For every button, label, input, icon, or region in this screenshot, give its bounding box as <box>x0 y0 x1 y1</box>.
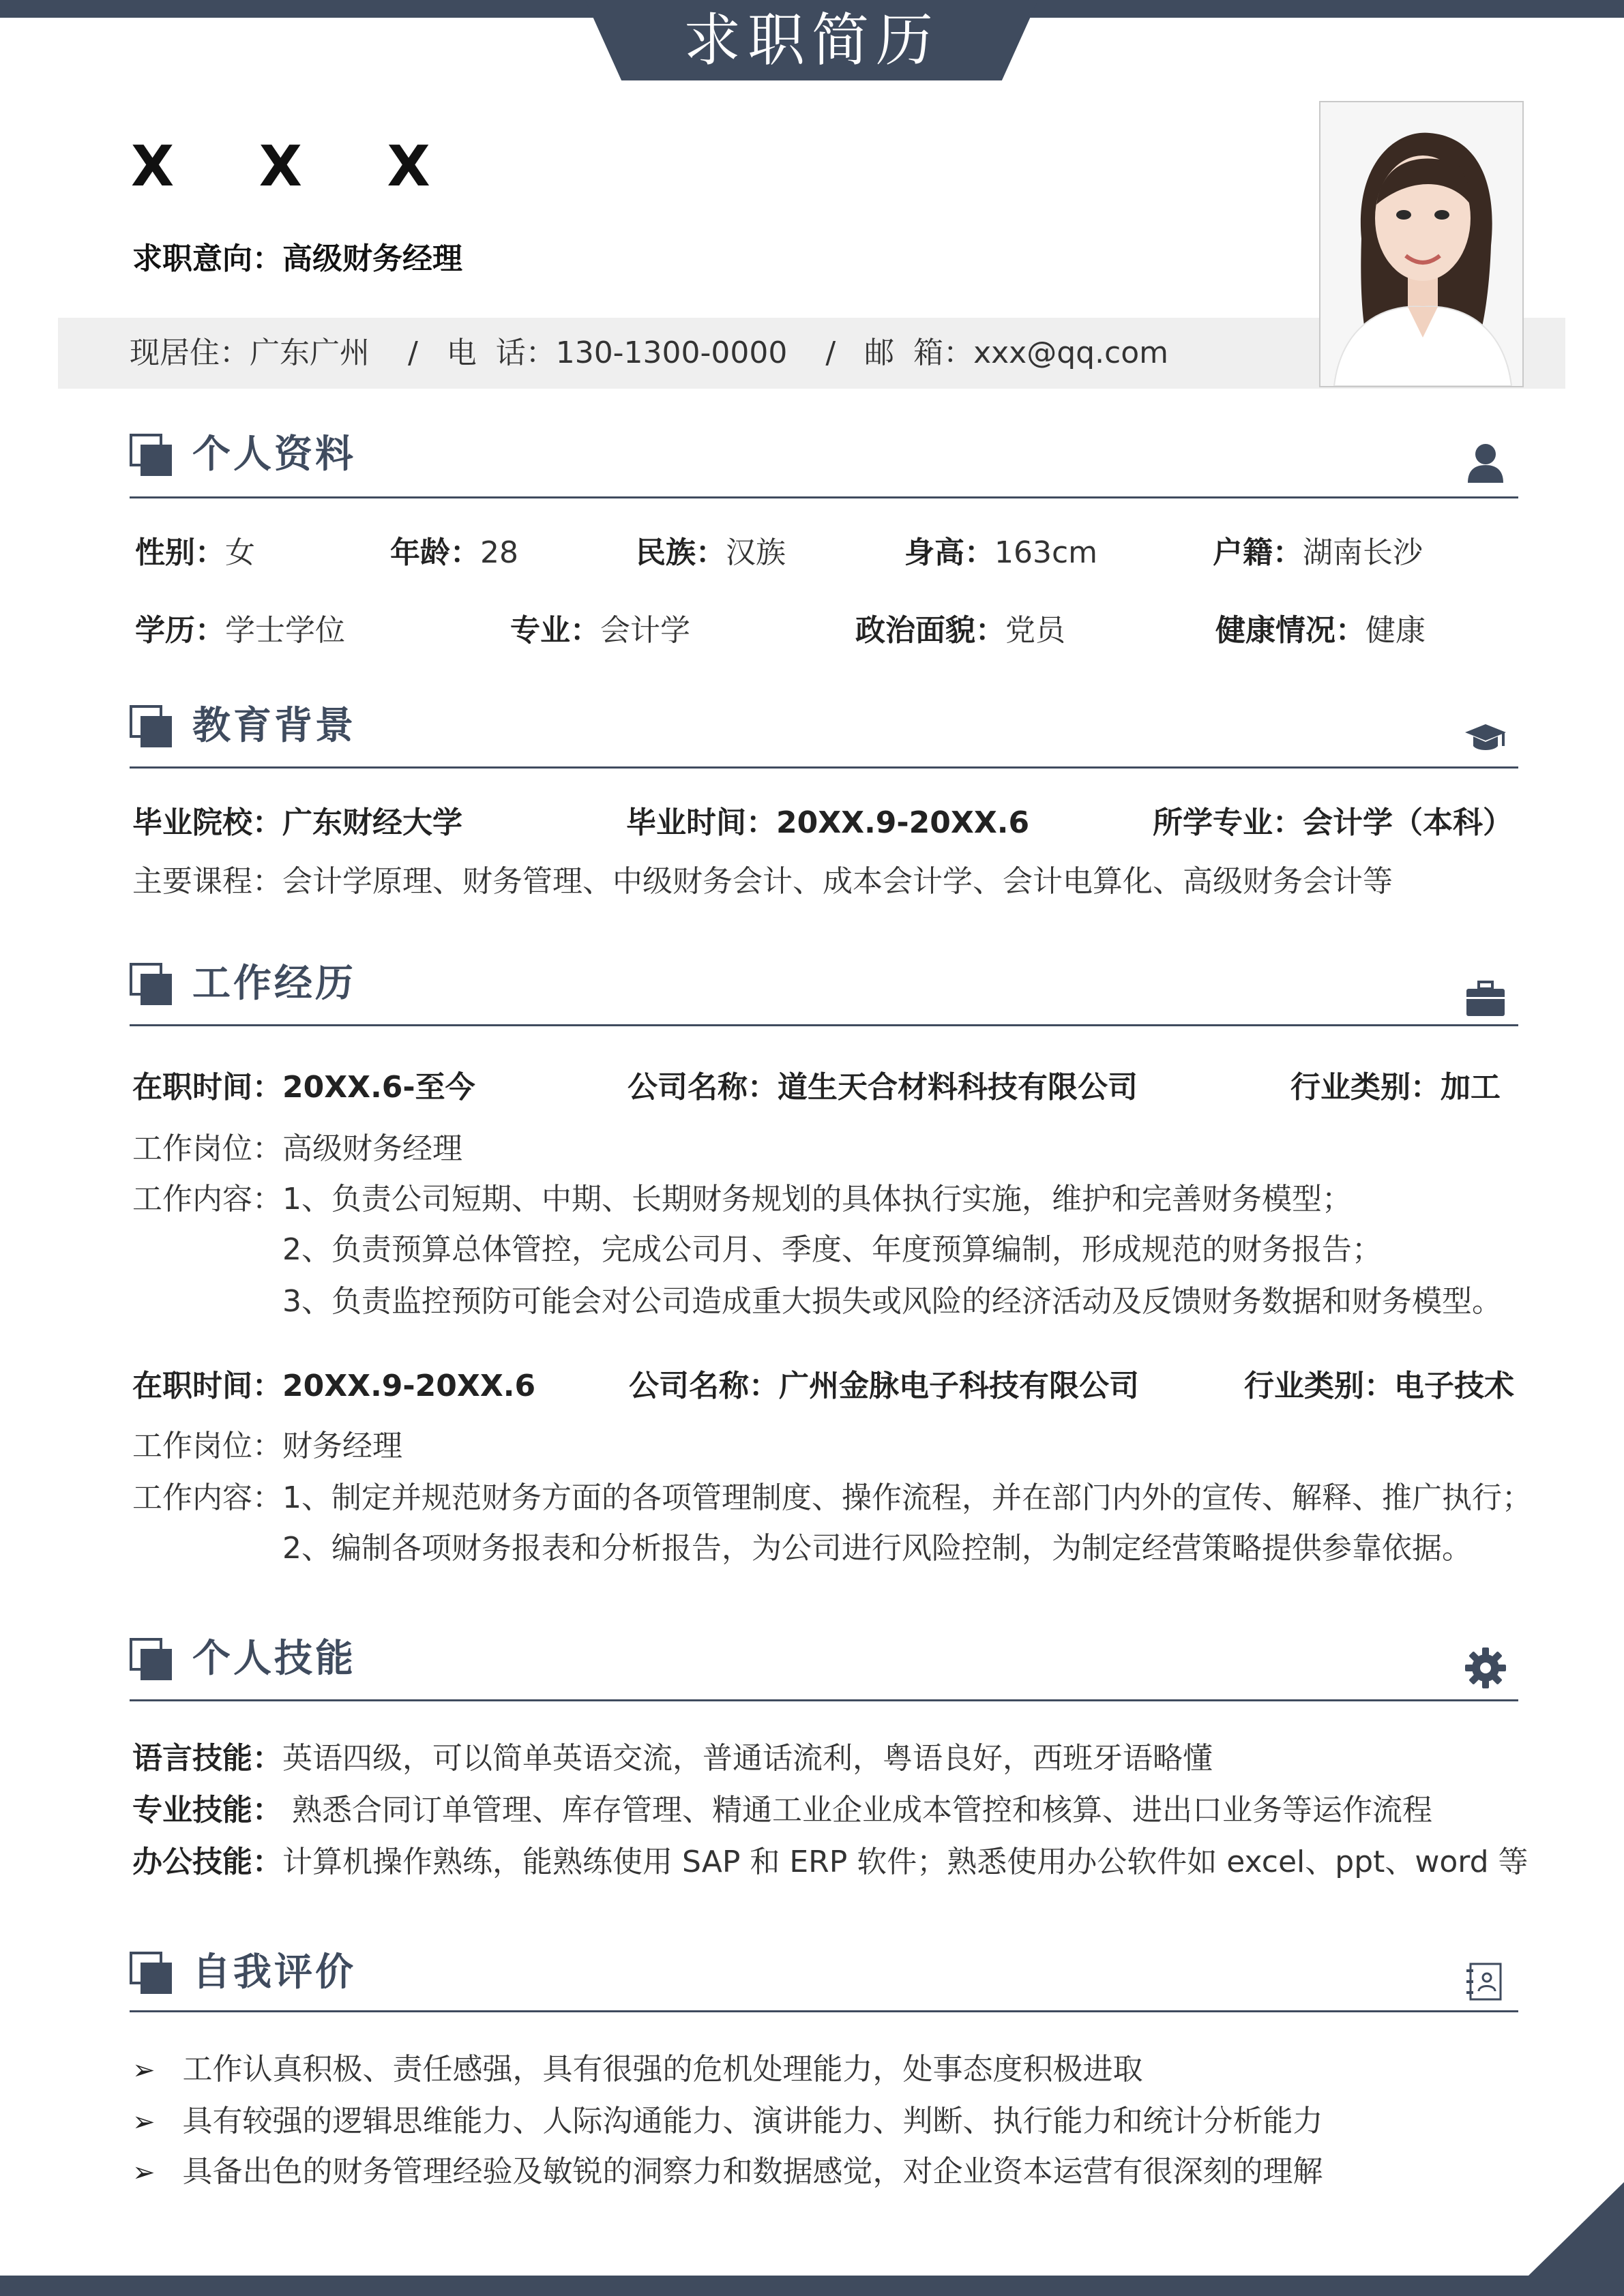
section-title: 个人资料 <box>192 432 356 477</box>
job-intent <box>132 237 462 281</box>
section-title: 工作经历 <box>192 961 356 1006</box>
job-duty: 2、负责预算总体管控，完成公司月、季度、年度预算编制，形成规范的财务报告； <box>282 1232 1382 1267</box>
job-intent-value: 高级财务经理 <box>282 241 462 276</box>
skill-label: 办公技能： <box>132 1845 282 1879</box>
info-political-status <box>855 610 1065 652</box>
skill-value: 英语四级，可以简单英语交流，普通话流利，粤语良好，西班牙语略懂 <box>282 1741 1213 1776</box>
section-square-icon <box>130 1952 177 1999</box>
skill-professional <box>132 1789 1432 1832</box>
info-label: 性别： <box>135 535 225 570</box>
arrow-bullet-icon: ➢ <box>132 2157 156 2188</box>
info-major <box>510 610 690 652</box>
document-title: 求职简历 <box>683 7 940 74</box>
section-square-icon <box>130 1638 177 1686</box>
user-icon <box>1464 441 1507 484</box>
section-divider <box>130 1699 1518 1701</box>
job-period: 在职时间：20XX.6-至今 <box>132 1070 475 1105</box>
info-value: 女 <box>225 535 255 570</box>
info-label: 身高： <box>904 535 994 570</box>
briefcase-icon <box>1464 976 1507 1020</box>
section-square-icon <box>130 963 177 1011</box>
edu-major: 所学专业：会计学（本科） <box>1153 805 1513 840</box>
info-label: 民族： <box>636 535 726 570</box>
info-hometown <box>1213 532 1423 574</box>
section-title: 个人技能 <box>192 1637 356 1681</box>
info-height <box>904 532 1097 574</box>
job-company: 公司名称：道生天合材料科技有限公司 <box>628 1070 1138 1105</box>
section-divider <box>130 766 1518 769</box>
bottom-bar <box>0 2276 1624 2296</box>
job-content-label: 工作内容： <box>132 1182 282 1217</box>
info-value: 党员 <box>1005 613 1065 648</box>
info-age <box>390 532 518 574</box>
section-title: 自我评价 <box>192 1950 356 1995</box>
job-duty: 2、编制各项财务报表和分析报告，为公司进行风险控制，为制定经营策略提供参靠依据。 <box>282 1531 1472 1566</box>
section-divider <box>130 2010 1518 2012</box>
arrow-bullet-icon: ➢ <box>132 2055 156 2086</box>
info-value: 健康 <box>1365 613 1426 648</box>
info-label: 政治面貌： <box>855 613 1005 648</box>
section-square-icon <box>130 705 177 753</box>
bottom-corner-decoration <box>1529 2182 1624 2276</box>
info-label: 户籍： <box>1213 535 1303 570</box>
info-label: 健康情况： <box>1215 613 1365 648</box>
skill-label: 专业技能： <box>132 1793 282 1828</box>
job-period: 在职时间：20XX.9-20XX.6 <box>132 1369 536 1403</box>
skill-office <box>132 1841 1529 1883</box>
edu-courses: 主要课程：会计学原理、财务管理、中级财务会计、成本会计学、会计电算化、高级财务会计等 <box>132 864 1393 899</box>
info-value: 28 <box>480 535 518 570</box>
profile-photo <box>1319 101 1524 387</box>
candidate-name: X X X <box>131 134 463 199</box>
section-divider <box>130 496 1518 498</box>
section-square-icon <box>130 434 177 481</box>
job-intent-label: 求职意向： <box>132 241 282 276</box>
info-health <box>1215 610 1426 652</box>
job-content-label: 工作内容： <box>132 1480 282 1515</box>
self-eval-text: 工作认真积极、责任感强，具有很强的危机处理能力，处事态度积极进取 <box>182 2052 1143 2087</box>
job-position: 工作岗位：高级财务经理 <box>132 1131 462 1166</box>
info-value: 汉族 <box>726 535 786 570</box>
job-duty: 3、负责监控预防可能会对公司造成重大损失或风险的经济活动及反馈财务数据和财务模型。 <box>282 1284 1502 1319</box>
self-eval-text: 具备出色的财务管理经验及敏锐的洞察力和数据感觉，对企业资本运营有很深刻的理解 <box>182 2154 1323 2189</box>
self-eval-item <box>132 2151 1323 2194</box>
job-duty: 1、制定并规范财务方面的各项管理制度、操作流程，并在部门内外的宣传、解释、推广执行； <box>282 1480 1532 1515</box>
job-company: 公司名称：广州金脉电子科技有限公司 <box>629 1369 1139 1403</box>
skill-value: 熟悉合同订单管理、库存管理、精通工业企业成本管控和核算、进出口业务等运作流程 <box>282 1793 1432 1828</box>
info-gender <box>135 532 255 574</box>
info-label: 专业： <box>510 613 600 648</box>
skill-value: 计算机操作熟练，能熟练使用 SAP 和 ERP 软件；熟悉使用办公软件如 excel、ppt、word 等 <box>282 1845 1529 1879</box>
info-label: 学历： <box>135 613 225 648</box>
skill-label: 语言技能： <box>132 1741 282 1776</box>
self-eval-text: 具有较强的逻辑思维能力、人际沟通能力、演讲能力、判断、执行能力和统计分析能力 <box>182 2104 1323 2138</box>
info-ethnicity <box>636 532 786 574</box>
edu-school: 毕业院校：广东财经大学 <box>132 805 462 840</box>
arrow-bullet-icon: ➢ <box>132 2106 156 2138</box>
job-duty: 1、负责公司短期、中期、长期财务规划的具体执行实施，维护和完善财务模型； <box>282 1182 1352 1217</box>
contact-book-icon <box>1464 1960 1507 2003</box>
self-eval-item <box>132 2100 1323 2143</box>
portrait-illustration <box>1320 102 1522 386</box>
skill-language <box>132 1738 1213 1780</box>
info-degree <box>135 610 345 652</box>
edu-period: 毕业时间：20XX.9-20XX.6 <box>626 805 1030 840</box>
info-value: 会计学 <box>600 613 690 648</box>
section-divider <box>130 1024 1518 1026</box>
job-industry: 行业类别：加工 <box>1290 1070 1501 1105</box>
info-value: 学士学位 <box>225 613 345 648</box>
info-value: 湖南长沙 <box>1303 535 1423 570</box>
gear-icon <box>1464 1646 1507 1690</box>
job-industry: 行业类别：电子技术 <box>1244 1369 1514 1403</box>
job-position: 工作岗位：财务经理 <box>132 1429 402 1463</box>
info-value: 163cm <box>994 535 1098 570</box>
info-label: 年龄： <box>390 535 480 570</box>
self-eval-item <box>132 2048 1143 2091</box>
graduation-cap-icon <box>1464 716 1507 760</box>
contact-info: 现居住：广东广州 / 电 话：130-1300-0000 / 邮 箱：xxx@qq.com <box>130 336 1169 370</box>
section-title: 教育背景 <box>192 704 356 748</box>
